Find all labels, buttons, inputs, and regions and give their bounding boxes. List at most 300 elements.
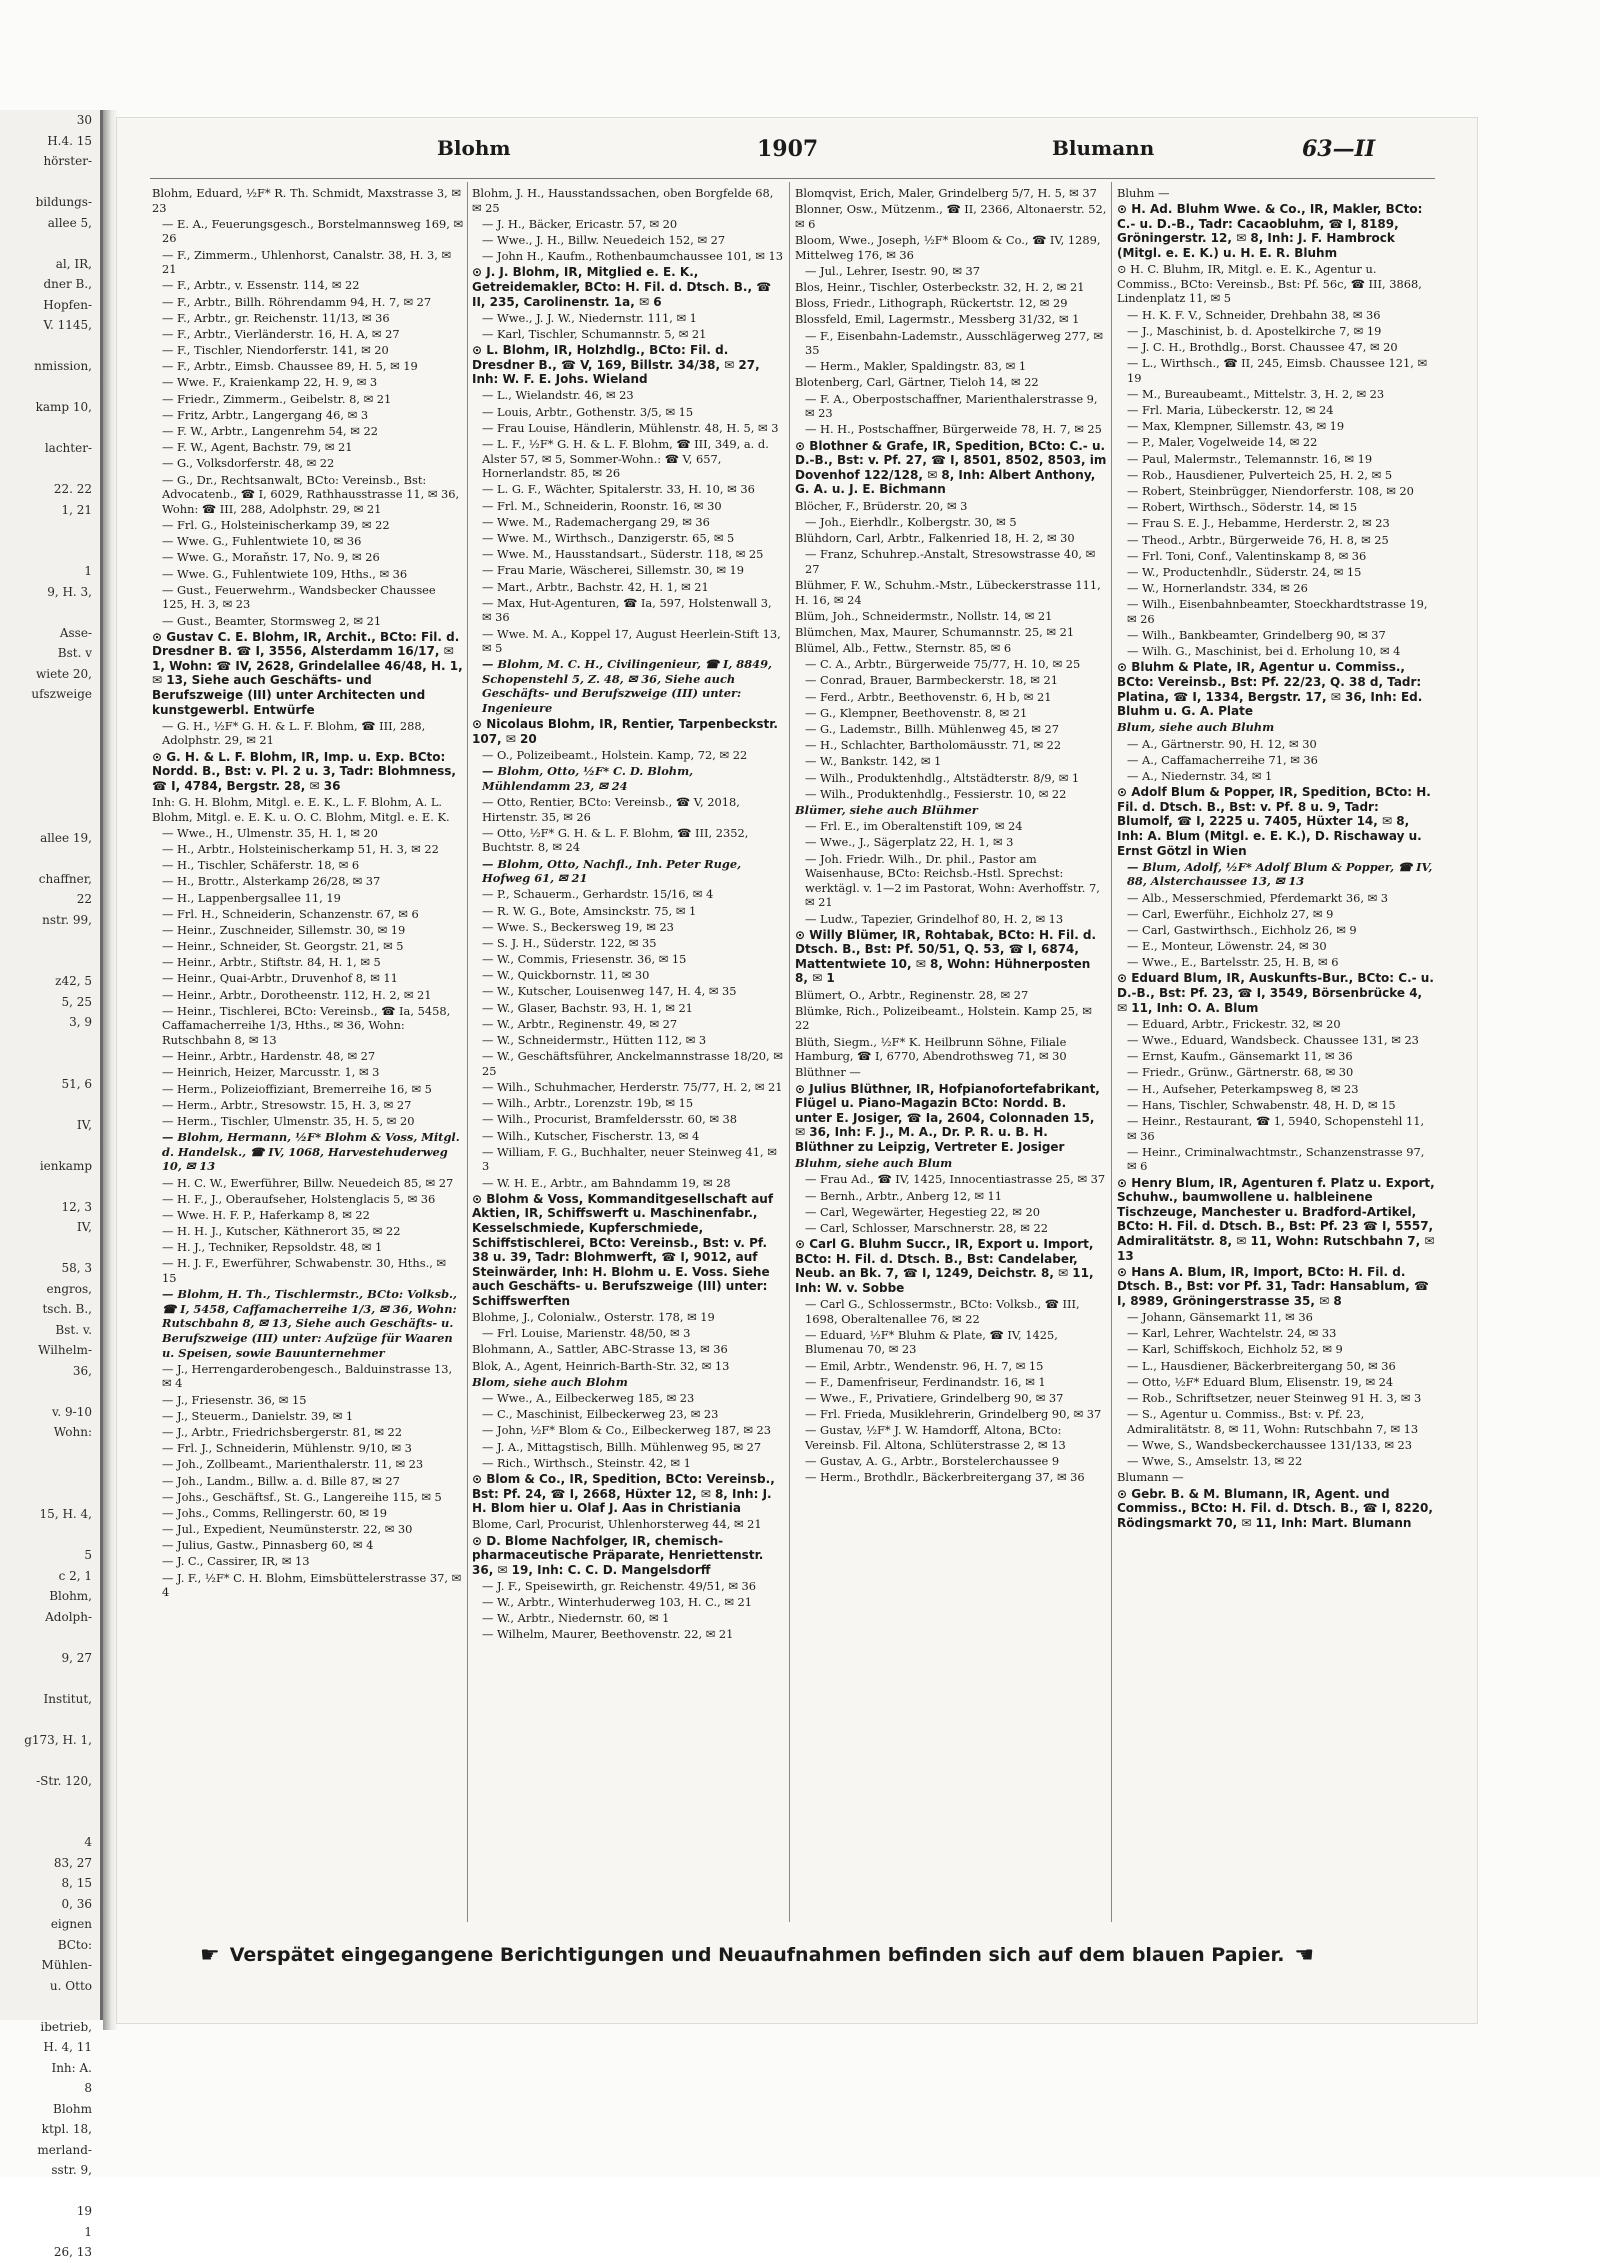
facing-page-line (0, 377, 100, 398)
directory-entry: — Alb., Messerschmied, Pferdemarkt 36, ✉ 3 (1127, 890, 1388, 905)
directory-entry: — J., Friesenstr. 36, ✉ 15 (162, 1392, 307, 1407)
directory-entry: — L., Wielandstr. 46, ✉ 23 (482, 388, 634, 403)
directory-entry: — Eduard, ½F* Bluhm & Plate, ☎ IV, 1425, Blumenau 70, ✉ 23 (805, 1327, 1058, 1357)
facing-page-line: 30 (76, 113, 92, 127)
column-2 (472, 186, 784, 1926)
directory-entry: — Wwe., Eduard, Wandsbeck. Chaussee 131, ✉ 23 (1127, 1033, 1419, 1048)
header-last-entry: Blumann (1052, 136, 1155, 160)
facing-page-line: -Str. 120, (36, 1773, 92, 1788)
facing-page-line (0, 1135, 100, 1156)
facing-page-line (0, 1627, 100, 1648)
directory-entry: — O., Polizeibeamt., Holstein. Kamp, 72, ✉ 22 (482, 748, 748, 763)
directory-entry: Blohme, J., Colonialw., Osterstr. 178, ✉ 19 (472, 1310, 715, 1325)
facing-page-line: v. 9-10 (52, 1404, 92, 1419)
directory-entry: — Ernst, Kaufm., Gänsemarkt 11, ✉ 36 (1127, 1049, 1353, 1064)
directory-entry: — W., Glaser, Bachstr. 93, H. 1, ✉ 21 (482, 1000, 693, 1015)
directory-entry: — F., Arbtr., Eimsb. Chaussee 89, H. 5, ✉ 19 (162, 359, 418, 374)
directory-entry: Bluhm — (1117, 186, 1170, 200)
directory-entry: Blümchen, Max, Maurer, Schumannstr. 25, ✉ 21 (795, 624, 1075, 639)
directory-entry: — Wilh., Eisenbahnbeamter, Stoeckhardtstrasse 19, ✉ 26 (1127, 597, 1428, 626)
facing-page-line: ibetrieb, (40, 2019, 92, 2034)
facing-page-fragment (0, 110, 103, 2259)
directory-entry: — F., Arbtr., Vierländerstr. 16, H. A, ✉ 27 (162, 326, 400, 341)
directory-entry: — Wilh., Produktenhdlg., Fessierstr. 10, ✉ 22 (805, 786, 1067, 801)
facing-page-line: Blohm, (49, 1589, 92, 1603)
facing-page-line: 4 (84, 1835, 92, 1849)
directory-entry: — Wwe. G., Fuhlentwiete 10, ✉ 36 (162, 534, 362, 549)
directory-entry: — Frau Ad., ☎ IV, 1425, Innocentiastrasse 25, ✉ 37 (805, 1172, 1106, 1187)
directory-entry: — Emil, Arbtr., Wendenstr. 96, H. 7, ✉ 15 (805, 1358, 1044, 1373)
directory-entry: — John H., Kaufm., Rothenbaumchaussee 101, ✉ 13 (482, 249, 783, 264)
directory-entry: — Herm., Brothdlr., Bäckerbreitergang 37, ✉ 36 (805, 1470, 1085, 1485)
directory-entry: — Frl. Louise, Marienstr. 48/50, ✉ 3 (482, 1326, 691, 1341)
directory-entry: — Frl. H., Schneiderin, Schanzenstr. 67, ✉ 6 (162, 906, 419, 921)
directory-entry: — Herm., Tischler, Ulmenstr. 35, H. 5, ✉ 20 (162, 1113, 415, 1128)
facing-page-line: 3, 9 (69, 1015, 92, 1029)
facing-page-line: ktpl. 18, (41, 2122, 92, 2136)
firm-entry: ⊙ Willy Blümer, IR, Rohtabak, BCto: H. Fil. d. Dtsch. B., Bst: Pf. 50/51, Q. 53, ☎ I, 6874, Mattentwiete 10, ✉ 8, Wohn: Hühnerposten 8, ✉ 1 (795, 927, 1097, 986)
facing-page-line: c 2, 1 (58, 1568, 92, 1583)
column-divider (1111, 182, 1112, 1922)
directory-entry: — Gustav, ½F* J. W. Hamdorff, Altona, BCto: Vereinsb. Fil. Altona, Schlüterstrasse 2, ✉ 13 (805, 1423, 1066, 1452)
directory-entry: Blümke, Rich., Polizeibeamt., Holstein. Kamp 25, ✉ 22 (795, 1003, 1092, 1033)
facing-page-line: Wilhelm- (38, 1343, 92, 1357)
directory-entry: — H. H. J., Kutscher, Käthnerort 35, ✉ 22 (162, 1224, 401, 1239)
highlighted-entry: — Blohm, M. C. H., Civilingenieur, ☎ I, 8849, Schopenstehl 5, Z. 48, ✉ 36, Siehe auch Geschäfts- und Berufszweige (III) unter: Ingenieure (482, 657, 772, 716)
directory-entry: — W., Quickbornstr. 11, ✉ 30 (482, 968, 650, 983)
facing-page-line (0, 848, 100, 869)
directory-entry: — J. C. H., Brothdlg., Borst. Chaussee 47, ✉ 20 (1127, 339, 1398, 354)
directory-entry: — William, F. G., Buchhalter, neuer Steinweg 41, ✉ 3 (482, 1144, 777, 1174)
directory-entry: — Joh., Zollbeamt., Marienthalerstr. 11, ✉ 23 (162, 1457, 424, 1472)
directory-entry: — Rob., Schriftsetzer, neuer Steinweg 91 H. 3, ✉ 3 (1127, 1391, 1422, 1405)
facing-page-line (0, 418, 100, 439)
directory-entry: — Paul, Malermstr., Telemannstr. 16, ✉ 19 (1127, 451, 1373, 466)
facing-page-line: 12, 3 (61, 1199, 92, 1214)
directory-entry: Blüm, Joh., Schneidermstr., Nollstr. 14, ✉ 21 (795, 608, 1053, 623)
facing-page-line: 22 (76, 892, 92, 906)
directory-entry: — P., Maler, Vogelweide 14, ✉ 22 (1127, 435, 1318, 450)
facing-page-line: Adolph- (45, 1609, 92, 1624)
facing-page-line: H.4. 15 (47, 133, 92, 148)
facing-page-line (0, 951, 100, 972)
directory-entry: — Hans, Tischler, Schwabenstr. 48, H. D, ✉ 15 (1127, 1097, 1396, 1112)
facing-page-line: 1 (84, 564, 92, 578)
directory-entry: — Max, Klempner, Sillemstr. 43, ✉ 19 (1127, 419, 1345, 434)
highlighted-entry: Blum, siehe auch Bluhm (1117, 720, 1275, 735)
facing-page-line: Hopfen- (43, 297, 92, 312)
directory-entry: — Rich., Wirthsch., Steinstr. 42, ✉ 1 (482, 1455, 691, 1470)
directory-entry: — H., Arbtr., Holsteinischerkamp 51, H. 3, ✉ 22 (162, 841, 439, 856)
directory-entry: — H. C. W., Ewerführer, Billw. Neuedeich 85, ✉ 27 (162, 1175, 454, 1190)
firm-entry: ⊙ Hans A. Blum, IR, Import, BCto: H. Fil. d. Dtsch. B., Bst: vor Pf. 31, Tadr: Hansablum, ☎ I, 8989, Gröningerstrasse 35, ✉ 8 (1117, 1264, 1429, 1308)
facing-page-line: chaffner, (38, 871, 92, 886)
directory-entry: — Wilh., Bankbeamter, Grindelberg 90, ✉ 37 (1127, 628, 1386, 643)
directory-entry: ⊙ H. C. Bluhm, IR, Mitgl. e. E. K., Agentur u. Commiss., BCto: Vereinsb., Bst: Pf. 56c, ☎ III, 3868, Lindenplatz 11, ✉ 5 (1117, 262, 1422, 306)
directory-entry: — Wwe., J. H., Billw. Neuedeich 152, ✉ 27 (482, 232, 726, 247)
facing-page-line: engros, (46, 1281, 92, 1296)
facing-page-line (0, 766, 100, 787)
directory-entry: — Wwe. G., Moraňstr. 17, No. 9, ✉ 26 (162, 550, 380, 565)
directory-entry: Blühmer, F. W., Schuhm.-Mstr., Lübeckerstrasse 111, H. 16, ✉ 24 (795, 577, 1101, 607)
directory-entry: — Wwe, S., Wandsbeckerchaussee 131/133, ✉ 23 (1127, 1437, 1413, 1452)
firm-entry: ⊙ Eduard Blum, IR, Auskunfts-Bur., BCto: C.- u. D.-B., Bst: Pf. 23, ☎ I, 3549, Börsenbrücke 4, ✉ 11, Inh: O. A. Blum (1117, 971, 1434, 1015)
column-divider (467, 182, 468, 1922)
directory-entry: — Frl. J., Schneiderin, Mühlenstr. 9/10, ✉ 3 (162, 1441, 412, 1456)
directory-entry: — John, ½F* Blom & Co., Eilbeckerweg 187, ✉ 23 (482, 1423, 772, 1438)
highlighted-entry: — Blohm, H. Th., Tischlermstr., BCto: Volksb., ☎ I, 5458, Caffamacherreihe 1/3, ✉ 36, Wohn: Rutschbahn 8, ✉ 13, Siehe auch Geschäfts- u. Berufszweige (III) unter: Aufzüge für Waaren u. Speisen, sowie Bauunternehmer (162, 1287, 457, 1360)
directory-entry: — F., Arbtr., Billh. Röhrendamm 94, H. 7, ✉ 27 (162, 294, 432, 309)
highlighted-entry: — Blum, Adolf, ½F* Adolf Blum & Popper, ☎ IV, 88, Alsterchaussee 13, ✉ 13 (1127, 859, 1433, 889)
facing-page-line (0, 1094, 100, 1115)
directory-entry: — F. W., Agent, Bachstr. 79, ✉ 21 (162, 440, 353, 455)
directory-entry: Blok, A., Agent, Heinrich-Barth-Str. 32, ✉ 13 (472, 1358, 730, 1373)
directory-entry: — Wwe. F., Kraienkamp 22, H. 9, ✉ 3 (162, 375, 378, 390)
directory-entry: — F. W., Arbtr., Langenrehm 54, ✉ 22 (162, 424, 378, 439)
facing-page-line: Bst. v. (55, 1322, 92, 1337)
facing-page-line (0, 1443, 100, 1464)
directory-entry: — Wwe. S., Beckersweg 19, ✉ 23 (482, 919, 674, 934)
facing-page-line: Asse- (59, 625, 92, 640)
facing-page-line (0, 1791, 100, 1812)
facing-page-line (0, 233, 100, 254)
directory-entry: — Wwe., H., Ulmenstr. 35, H. 1, ✉ 20 (162, 825, 378, 840)
facing-page-line: 9, H. 3, (47, 584, 92, 599)
facing-page-line: allee 19, (40, 830, 92, 845)
facing-page-line: Wohn: (53, 1425, 92, 1439)
directory-entry: — Heinr., Zuschneider, Sillemstr. 30, ✉ 19 (162, 922, 406, 937)
directory-entry: — Otto, ½F* G. H. & L. F. Blohm, ☎ III, 2352, Buchtstr. 8, ✉ 24 (482, 825, 749, 855)
facing-page-line (0, 336, 100, 357)
directory-entry: — W., Hornerlandstr. 334, ✉ 26 (1127, 581, 1308, 596)
directory-entry: — J., Steuerm., Danielstr. 39, ✉ 1 (162, 1408, 354, 1423)
directory-entry: — E., Monteur, Löwenstr. 24, ✉ 30 (1127, 939, 1327, 954)
facing-page-line (0, 602, 100, 623)
directory-entry: — Johann, Gänsemarkt 11, ✉ 36 (1127, 1310, 1313, 1325)
directory-entry: — Wwe, S., Amselstr. 13, ✉ 22 (1127, 1454, 1303, 1469)
facing-page-line: IV, (76, 1117, 92, 1132)
directory-entry: — Wwe. H. F. P., Haferkamp 8, ✉ 22 (162, 1207, 370, 1222)
directory-entry: — Ferd., Arbtr., Beethovenstr. 6, H b, ✉ 21 (805, 689, 1052, 704)
directory-entry: — Friedr., Zimmerm., Geibelstr. 8, ✉ 21 (162, 391, 392, 406)
column-divider (789, 182, 790, 1922)
directory-entry: — H., Aufseher, Peterkampsweg 8, ✉ 23 (1127, 1081, 1359, 1096)
directory-entry: — Conrad, Brauer, Barmbeckerstr. 18, ✉ 21 (805, 673, 1058, 688)
directory-entry: — Gust., Feuerwehrm., Wandsbecker Chaussee 125, H. 3, ✉ 23 (162, 582, 436, 612)
highlighted-entry: — Blohm, Otto, ½F* C. D. Blohm, Mühlendamm 23, ✉ 24 (482, 764, 694, 793)
highlighted-entry: Bluhm, siehe auch Blum (795, 1156, 953, 1171)
directory-entry: — Robert, Wirthsch., Söderstr. 14, ✉ 15 (1127, 500, 1358, 515)
directory-entry: Blöcher, F., Brüderstr. 20, ✉ 3 (795, 498, 968, 513)
facing-page-line: 1 (84, 2224, 92, 2239)
directory-entry: — H., Tischler, Schäferstr. 18, ✉ 6 (162, 858, 360, 873)
facing-page-line: lachter- (44, 441, 92, 455)
directory-entry: — Wwe., A., Eilbeckerweg 185, ✉ 23 (482, 1391, 695, 1405)
facing-page-line (0, 1053, 100, 1074)
directory-entry: — Gust., Beamter, Stormsweg 2, ✉ 21 (162, 613, 382, 628)
firm-entry: ⊙ Bluhm & Plate, IR, Agentur u. Commiss., BCto: Vereinsb., Bst: Pf. 22/23, Q. 38 d, Tadr: Platina, ☎ I, 1334, Bergstr. 17, ✉ 36, Inh: Ed. Bluhm u. G. A. Plate (1117, 660, 1423, 719)
highlighted-entry: Blümer, siehe auch Blühmer (795, 802, 978, 817)
directory-entry: — S. J. H., Süderstr. 122, ✉ 35 (482, 935, 657, 950)
directory-entry: Blohm, Eduard, ½F* R. Th. Schmidt, Maxstrasse 3, ✉ 23 (152, 186, 461, 215)
directory-entry: — Herm., Makler, Spaldingstr. 83, ✉ 1 (805, 359, 1027, 374)
directory-entry: — G., Volksdorferstr. 48, ✉ 22 (162, 456, 335, 471)
firm-entry: ⊙ L. Blohm, IR, Holzhdlg., BCto: Fil. d. Dresdner B., ☎ V, 169, Billstr. 34/38, ✉ 27, Inh: W. F. E. Johs. Wieland (472, 343, 760, 387)
facing-page-line (0, 541, 100, 562)
directory-entry: — Theod., Arbtr., Bürgerweide 76, H. 8, ✉ 25 (1127, 532, 1389, 547)
directory-entry: — E. A., Feuerungsgesch., Borstelmannsweg 169, ✉ 26 (162, 216, 463, 246)
firm-entry: ⊙ Nicolaus Blohm, IR, Rentier, Tarpenbeckstr. 107, ✉ 20 (472, 717, 778, 746)
facing-page-line: 83, 27 (53, 1855, 92, 1870)
directory-entry: — Heinr., Quai-Arbtr., Druvenhof 8, ✉ 11 (162, 971, 398, 986)
directory-entry: Blomqvist, Erich, Maler, Grindelberg 5/7, H. 5, ✉ 37 (795, 186, 1097, 200)
header-first-entry: Blohm (437, 136, 511, 160)
directory-entry: — J., Maschinist, b. d. Apostelkirche 7, ✉ 19 (1127, 323, 1382, 338)
facing-page-line: 8 (84, 2081, 92, 2095)
firm-entry: ⊙ Blohm & Voss, Kommanditgesellschaft auf Aktien, IR, Schiffswerft u. Maschinenfabr., Kesselschmiede, Kupferschmiede, Schiffstischlerei, BCto: Vereinsb., Bst: v. Pf. 38 u. 39, Tadr: Blohmwerft, ☎ I, 9012, auf Steinwärder, Inh: H. Blohm u. E. Voss. Siehe auch Geschäfts- u. Berufszweige (III) unter: Schiffswerften (472, 1191, 774, 1308)
directory-entry: — Robert, Steinbrügger, Niendorferstr. 108, ✉ 20 (1127, 484, 1414, 498)
facing-page-line: IV, (76, 1220, 92, 1234)
facing-page-line: tsch. B., (42, 1302, 92, 1316)
directory-entry: Blonner, Osw., Mützenm., ☎ II, 2366, Altonaerstr. 52, ✉ 6 (795, 202, 1107, 231)
facing-page-line: 9, 27 (61, 1650, 92, 1665)
directory-entry: — H. K. F. V., Schneider, Drehbahn 38, ✉ 36 (1127, 307, 1381, 322)
facing-page-line: 1, 21 (61, 502, 92, 517)
highlighted-entry: — Blohm, Hermann, ½F* Blohm & Voss, Mitgl. d. Handelsk., ☎ IV, 1068, Harvestehuderweg 10, ✉ 13 (162, 1130, 460, 1174)
facing-page-line: merland- (37, 2142, 92, 2157)
directory-entry: — Herm., Polizeioffiziant, Bremerreihe 16, ✉ 5 (162, 1081, 432, 1096)
directory-entry: — Wilh., Schuhmacher, Herderstr. 75/77, H. 2, ✉ 21 (482, 1080, 783, 1094)
directory-entry: — Wilh. G., Maschinist, bei d. Erholung 10, ✉ 4 (1127, 644, 1401, 659)
directory-entry: — Carl, Gastwirthsch., Eichholz 26, ✉ 9 (1127, 922, 1357, 937)
facing-page-line: u. Otto (49, 1978, 92, 1993)
directory-entry: — Wilh., Produktenhdlg., Altstädterstr. 8/9, ✉ 1 (805, 770, 1080, 785)
facing-page-line: g173, H. 1, (24, 1732, 92, 1747)
facing-page-line: eignen (50, 1917, 92, 1931)
directory-entry: — Frl. Toni, Conf., Valentinskamp 8, ✉ 36 (1127, 548, 1367, 563)
directory-entry: — Frl. G., Holsteinischerkamp 39, ✉ 22 (162, 517, 390, 532)
directory-entry: — Gustav, A. G., Arbtr., Borstelerchaussee 9 (805, 1454, 1060, 1469)
directory-entry: — J., Herrengarderobengesch., Balduinstrasse 13, ✉ 4 (162, 1361, 453, 1391)
directory-entry: — Wwe. M. A., Koppel 17, August Heerlein-Stift 13, ✉ 5 (482, 626, 781, 656)
directory-entry: — Ludw., Tapezier, Grindelhof 80, H. 2, ✉ 13 (805, 911, 1064, 926)
facing-page-line: 5, 25 (61, 994, 92, 1009)
facing-page-line (0, 705, 100, 726)
directory-entry: — G. H., ½F* G. H. & L. F. Blohm, ☎ III, 288, Adolphstr. 29, ✉ 21 (162, 718, 426, 748)
directory-entry: — Heinr., Schneider, St. Georgstr. 21, ✉ 5 (162, 939, 404, 954)
firm-entry: ⊙ Carl G. Bluhm Succr., IR, Export u. Import, BCto: H. Fil. d. Dtsch. B., Bst: Candelaber, Neub. an Bk. 7, ☎ I, 1249, Deichstr. 8, ✉ 11, Inh: W. v. Sobbe (795, 1237, 1094, 1295)
directory-entry: — Herm., Arbtr., Stresowstr. 15, H. 3, ✉ 27 (162, 1097, 412, 1112)
directory-entry: Blümert, O., Arbtr., Reginenstr. 28, ✉ 27 (795, 987, 1029, 1002)
facing-page-line (0, 1463, 100, 1484)
directory-entry: — L. G. F., Wächter, Spitalerstr. 33, H. 10, ✉ 36 (482, 482, 755, 497)
directory-entry: — J. H., Bäcker, Ericastr. 57, ✉ 20 (482, 216, 678, 231)
directory-entry: — F., Zimmerm., Uhlenhorst, Canalstr. 38, H. 3, ✉ 21 (162, 247, 452, 277)
directory-entry: — F., Arbtr., v. Essenstr. 114, ✉ 22 (162, 278, 360, 293)
directory-entry: — Julius, Gastw., Pinnasberg 60, ✉ 4 (162, 1538, 374, 1553)
directory-entry: — H. J., Techniker, Repsoldstr. 48, ✉ 1 (162, 1240, 383, 1255)
directory-entry: — Mart., Arbtr., Bachstr. 42, H. 1, ✉ 21 (482, 579, 709, 594)
facing-page-line: al, IR, (55, 256, 92, 271)
facing-page-line (0, 1750, 100, 1771)
directory-entry: — F., Damenfriseur, Ferdinandstr. 16, ✉ 1 (805, 1374, 1046, 1389)
firm-entry: ⊙ Gebr. B. & M. Blumann, IR, Agent. und Commiss., BCto: H. Fil. d. Dtsch. B., ☎ I, 8220, Rödingsmarkt 70, ✉ 11, Inh: Mart. Blumann (1117, 1486, 1433, 1530)
directory-entry: Blossfeld, Emil, Lagermstr., Messberg 31/32, ✉ 1 (795, 312, 1080, 327)
footer-notice (200, 1940, 1430, 1970)
directory-entry: Blos, Heinr., Tischler, Osterbeckstr. 32, H. 2, ✉ 21 (795, 279, 1085, 294)
directory-entry: Blühdorn, Carl, Arbtr., Falkenried 18, H. 2, ✉ 30 (795, 530, 1075, 545)
directory-entry: — Frl. E., im Oberaltenstift 109, ✉ 24 (805, 819, 1023, 834)
directory-entry: — L., Hausdiener, Bäckerbreitergang 50, ✉ 36 (1127, 1358, 1396, 1373)
facing-page-line (0, 930, 100, 951)
header-rule (150, 178, 1435, 179)
facing-page-line (0, 1525, 100, 1546)
directory-entry: — F. A., Oberpostschaffner, Marienthalerstrasse 9, ✉ 23 (805, 391, 1098, 421)
facing-page-line: 0, 36 (61, 1896, 92, 1911)
directory-entry: — Frl. Frieda, Musiklehrerin, Grindelberg 90, ✉ 37 (805, 1407, 1102, 1422)
directory-entry: — Wwe., E., Bartelsstr. 25, H. B, ✉ 6 (1127, 955, 1339, 970)
directory-entry: Bloss, Friedr., Lithograph, Rückertstr. 12, ✉ 29 (795, 296, 1068, 311)
directory-entry: — Wilh., Procurist, Bramfeldersstr. 60, ✉ 38 (482, 1112, 738, 1127)
directory-entry: Bloom, Wwe., Joseph, ½F* Bloom & Co., ☎ IV, 1289, Mittelweg 176, ✉ 36 (795, 232, 1101, 262)
directory-entry: — Otto, Rentier, BCto: Vereinsb., ☎ V, 2018, Hirtenstr. 35, ✉ 26 (482, 795, 740, 824)
firm-entry: ⊙ Gustav C. E. Blohm, IR, Archit., BCto: Fil. d. Dresdner B. ☎ I, 3556, Alsterdamm 16/17, ✉ 1, Wohn: ☎ IV, 2628, Grindelallee 46/48, H. 1, ✉ 13, Siehe auch Geschäfts- und Berufszweige (III) unter Architecten und kunstgewerbl. Entwürfe (152, 629, 463, 717)
facing-page-line: kamp 10, (35, 400, 92, 414)
facing-page-line: z42, 5 (55, 974, 92, 988)
directory-entry: — J. C., Cassirer, IR, ✉ 13 (162, 1554, 310, 1569)
facing-page-line (0, 1484, 100, 1505)
directory-entry: — Heinrich, Heizer, Marcusstr. 1, ✉ 3 (162, 1065, 380, 1080)
directory-entry: — Eduard, Arbtr., Frickestr. 32, ✉ 20 (1127, 1016, 1341, 1031)
directory-entry: — Heinr., Tischlerei, BCto: Vereinsb., ☎ Ia, 5458, Caffamacherreihe 1/3, Hths., ✉ 36, Wohn: Rutschbahn 8, ✉ 13 (162, 1003, 451, 1048)
directory-entry: — Carl, Ewerführ., Eichholz 27, ✉ 9 (1127, 906, 1334, 921)
directory-entry: — H., Schlachter, Bartholomäusstr. 71, ✉ 22 (805, 738, 1062, 753)
directory-entry: — Joh., Landm., Billw. a. d. Bille 87, ✉ 27 (162, 1473, 400, 1488)
pointing-hand-icon: ☚ (1294, 1942, 1315, 1968)
directory-entry: — Frl. M., Schneiderin, Roonstr. 16, ✉ 30 (482, 498, 722, 513)
directory-entry: — Wwe., J., Sägerplatz 22, H. 1, ✉ 3 (805, 835, 1014, 850)
facing-page-line: 22. 22 (53, 482, 92, 496)
directory-entry: — W., Geschäftsführer, Anckelmannstrasse 18/20, ✉ 25 (482, 1049, 783, 1078)
directory-entry: — G., Lademstr., Billh. Mühlenweg 45, ✉ 27 (805, 722, 1059, 737)
directory-entry: — F., Tischler, Niendorferstr. 141, ✉ 20 (162, 343, 389, 358)
directory-entry: — Max, Hut-Agenturen, ☎ Ia, 597, Holstenwall 3, ✉ 36 (482, 595, 772, 625)
directory-entry: — Carl G., Schlossermstr., BCto: Volksb., ☎ III, 1698, Oberaltenallee 76, ✉ 22 (805, 1297, 1080, 1326)
facing-page-line (0, 807, 100, 828)
highlighted-entry: — Blohm, Otto, Nachfl., Inh. Peter Ruge, Hofweg 61, ✉ 21 (482, 856, 742, 886)
facing-page-line (0, 459, 100, 480)
firm-entry: ⊙ G. H. & L. F. Blohm, IR, Imp. u. Exp. BCto: Nordd. B., Bst: v. Pl. 2 u. 3, Tadr: Blohmness, ☎ I, 4784, Bergstr. 28, ✉ 36 (152, 749, 456, 793)
directory-entry: — W., Arbtr., Niedernstr. 60, ✉ 1 (482, 1611, 670, 1626)
facing-page-line: Institut, (43, 1691, 92, 1706)
facing-page-line: ufszweige (31, 687, 92, 701)
directory-entry: — Heinr., Arbtr., Dorotheenstr. 112, H. 2, ✉ 21 (162, 987, 432, 1002)
directory-entry: — M., Bureaubeamt., Mittelstr. 3, H. 2, ✉ 23 (1127, 386, 1385, 401)
directory-entry: — Wwe. M., Hausstandsart., Süderstr. 118, ✉ 25 (482, 547, 764, 562)
directory-entry: — J. F., Speisewirth, gr. Reichenstr. 49/51, ✉ 36 (482, 1578, 757, 1593)
facing-page-line: 51, 6 (61, 1076, 92, 1091)
directory-entry: — Bernh., Arbtr., Anberg 12, ✉ 11 (805, 1188, 1003, 1203)
directory-entry: — Heinr., Arbtr., Stiftstr. 84, H. 1, ✉ 5 (162, 955, 381, 970)
directory-entry: Blümel, Alb., Fettw., Sternstr. 85, ✉ 6 (795, 641, 1012, 656)
directory-entry: — Karl, Schiffskoch, Eichholz 52, ✉ 9 (1127, 1342, 1343, 1357)
pointing-hand-icon: ☛ (200, 1942, 220, 1968)
facing-page-line: 8, 15 (61, 1876, 92, 1890)
directory-entry: — Johs., Comms, Rellingerstr. 60, ✉ 19 (162, 1505, 388, 1520)
directory-entry: — Frau Marie, Wäscherei, Sillemstr. 30, ✉ 19 (482, 563, 745, 578)
directory-entry: Blotenberg, Carl, Gärtner, Tieloh 14, ✉ 22 (795, 375, 1039, 390)
column-1 (152, 186, 464, 1926)
directory-entry: — Franz, Schuhrep.-Anstalt, Stresowstrasse 40, ✉ 27 (805, 547, 1096, 576)
directory-entry: — J. A., Mittagstisch, Billh. Mühlenweg 95, ✉ 27 (482, 1439, 762, 1454)
facing-page-line: Mühlen- (41, 1958, 92, 1972)
facing-page-line (0, 1381, 100, 1402)
facing-page-line: wiete 20, (35, 666, 92, 681)
directory-entry: — Wilh., Arbtr., Lorenzstr. 19b, ✉ 15 (482, 1096, 694, 1111)
firm-entry: ⊙ D. Blome Nachfolger, IR, chemisch-pharmaceutische Präparate, Henriettenstr. 36, ✉ 19, Inh: C. C. D. Mangelsdorff (472, 1533, 764, 1577)
facing-page-line: Blohm (53, 2101, 92, 2116)
facing-page-line (0, 1812, 100, 1833)
directory-entry: — Wwe. M., Rademachergang 29, ✉ 36 (482, 514, 710, 529)
facing-page-line (0, 1996, 100, 2017)
directory-entry: Inh: G. H. Blohm, Mitgl. e. E. K., L. F. Blohm, A. L. Blohm, Mitgl. e. E. K. u. O. C. Blohm, Mitgl. e. E. K. (152, 795, 450, 824)
directory-entry: — Karl, Lehrer, Wachtelstr. 24, ✉ 33 (1127, 1326, 1337, 1341)
directory-entry: — F., Arbtr., gr. Reichenstr. 11/13, ✉ 36 (162, 310, 390, 325)
facing-page-line: Inh: A. (51, 2060, 92, 2075)
directory-entry: — H., Brottr., Alsterkamp 26/28, ✉ 37 (162, 874, 381, 889)
directory-entry: — Wwe., J. J. W., Niedernstr. 111, ✉ 1 (482, 310, 697, 325)
facing-page-line: V. 1145, (43, 318, 92, 332)
directory-entry: — Otto, ½F* Eduard Blum, Elisenstr. 19, ✉ 24 (1127, 1374, 1394, 1389)
footer-text: Verspätet eingegangene Berichtigungen und Neuaufnahmen befinden sich auf dem blauen Papier. (229, 1944, 1285, 1966)
directory-entry: Blohm, J. H., Hausstandssachen, oben Borgfelde 68, ✉ 25 (472, 186, 774, 215)
directory-entry: Blumann — (1117, 1470, 1184, 1485)
directory-entry: — Heinr., Criminalwachtmstr., Schanzenstrasse 97, ✉ 6 (1127, 1144, 1425, 1174)
facing-page-line (0, 1176, 100, 1197)
firm-entry: ⊙ Julius Blüthner, IR, Hofpianofortefabrikant, Flügel u. Piano-Magazin BCto: Nordd. B. unter E. Josiger, ☎ Ia, 2604, Colonnaden 15, ✉ 36, Inh: F. J., M. A., Dr. P. R. u. B. H. Blüthner zu Leipzig, Vertreter E. Josiger (795, 1081, 1100, 1154)
facing-page-line: dner B., (43, 277, 92, 291)
firm-entry: ⊙ H. Ad. Bluhm Wwe. & Co., IR, Makler, BCto: C.- u. D.-B., Tadr: Cacaobluhm, ☎ I, 8189, Gröningerstr. 12, ✉ 8, Inh: J. F. Hambrock (Mitgl. e. E. K.) u. H. E. R. Bluhm (1117, 202, 1423, 260)
highlighted-entry: Blom, siehe auch Blohm (472, 1374, 628, 1389)
directory-entry: — W., Schneidermstr., Hütten 112, ✉ 3 (482, 1033, 707, 1048)
facing-page-line: Bst. v (57, 646, 92, 660)
directory-entry: — W., Arbtr., Reginenstr. 49, ✉ 27 (482, 1016, 678, 1031)
directory-entry: — Joh. Friedr. Wilh., Dr. phil., Pastor am Waisenhause, BCto: Reichsb.-Hstl. Sprechst: werktägl. v. 1—2 im Pastorat, Wohn: Averhoffstr. 7, ✉ 21 (805, 851, 1100, 910)
firm-entry: ⊙ Henry Blum, IR, Agenturen f. Platz u. Export, Schuhw., baumwollene u. halbleinene Tischzeuge, Manchester u. Bradford-Artikel, BCto: H. Fil. d. Dtsch. B., Bst: Pf. 23 ☎ I, 5557, Admiralitätstr. 8, ✉ 11, Wohn: Rutschbahn 7, ✉ 13 (1117, 1175, 1435, 1263)
facing-page-line: nstr. 99, (42, 912, 92, 927)
directory-entry: — S., Agentur u. Commiss., Bst: v. Pf. 23, Admiralitätstr. 8, ✉ 11, Wohn: Rutschbahn 7, ✉ 13 (1127, 1407, 1419, 1436)
facing-page-line: ienkamp (39, 1158, 92, 1173)
facing-page-line (0, 2181, 100, 2202)
directory-entry: — C., Maschinist, Eilbeckerweg 23, ✉ 23 (482, 1407, 719, 1422)
directory-entry: — Frl. Maria, Lübeckerstr. 12, ✉ 24 (1127, 403, 1334, 418)
directory-entry: — Rob., Hausdiener, Pulverteich 25, H. 2, ✉ 5 (1127, 467, 1393, 482)
directory-entry: — W., Bankstr. 142, ✉ 1 (805, 754, 942, 769)
facing-page-line: H. 4, 11 (43, 2040, 92, 2054)
directory-entry: — J., Arbtr., Friedrichsbergerstr. 81, ✉ 22 (162, 1424, 403, 1439)
directory-entry: — Joh., Eierhdlr., Kolbergstr. 30, ✉ 5 (805, 514, 1017, 529)
directory-entry: — Wwe. M., Wirthsch., Danzigerstr. 65, ✉ 5 (482, 530, 735, 545)
directory-entry: — Johs., Geschäftsf., St. G., Langereihe 115, ✉ 5 (162, 1489, 442, 1504)
directory-entry: — H. J. F., Ewerführer, Schwabenstr. 30, Hths., ✉ 15 (162, 1256, 446, 1286)
directory-entry: Blome, Carl, Procurist, Uhlenhorsterweg 44, ✉ 21 (472, 1517, 762, 1532)
firm-entry: ⊙ Blom & Co., IR, Spedition, BCto: Vereinsb., Bst: Pf. 24, ☎ I, 2668, Hüxter 12, ✉ 8, Inh: J. H. Blom hier u. Olaf J. Aas in Christiania (472, 1471, 775, 1516)
facing-page-line: 15, H. 4, (39, 1507, 92, 1521)
directory-entry: — Jul., Lehrer, Isestr. 90, ✉ 37 (805, 263, 981, 278)
directory-entry: — Karl, Tischler, Schumannstr. 5, ✉ 21 (482, 326, 707, 341)
facing-page-line (0, 172, 100, 193)
directory-entry: — Frau Louise, Händlerin, Mühlenstr. 48, H. 5, ✉ 3 (482, 420, 779, 435)
